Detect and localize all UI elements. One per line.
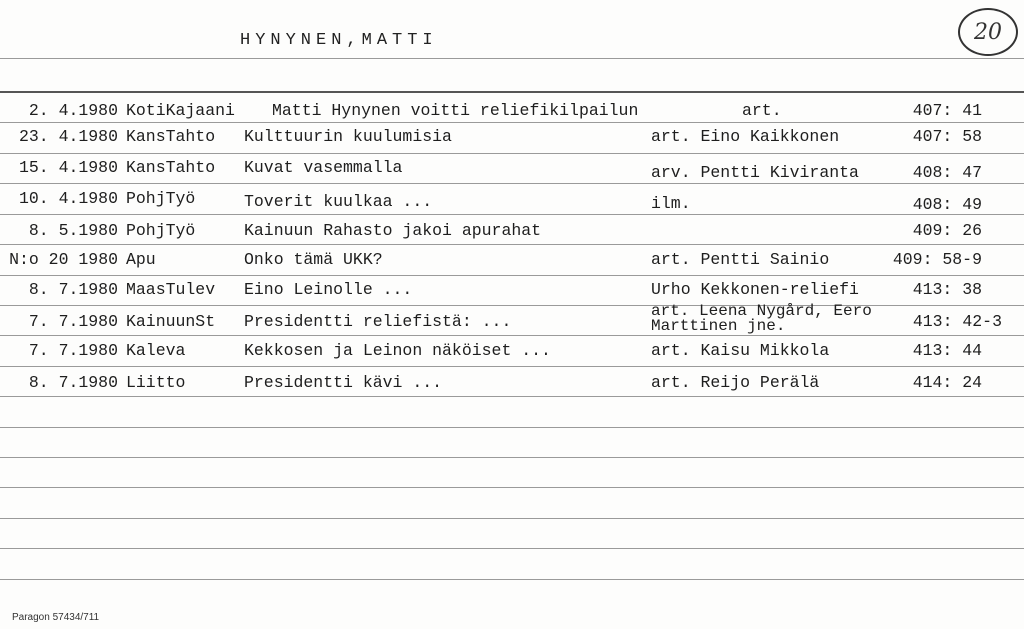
table-row <box>0 341 1024 372</box>
row-ref: 408: 47 <box>912 163 982 182</box>
row-title: Eino Leinolle ... <box>244 280 413 299</box>
row-ref: 413: 44 <box>912 341 982 360</box>
card-number-stamp: 20 <box>958 8 1018 56</box>
row-source: KotiKajaani <box>126 101 235 120</box>
row-date: 7. 7.1980 <box>28 312 118 331</box>
row-source: KansTahto <box>126 158 216 177</box>
table-row <box>0 250 1024 281</box>
row-author: Urho Kekkonen-reliefi <box>651 280 859 299</box>
row-ref: 414: 24 <box>912 373 982 392</box>
row-date: 8. 5.1980 <box>28 221 118 240</box>
row-ref: 409: 26 <box>912 221 982 240</box>
row-date: 23. 4.1980 <box>18 127 118 146</box>
row-author: art. Eino Kaikkonen <box>651 127 840 146</box>
row-source: Liitto <box>126 373 186 392</box>
rule-line <box>0 548 1024 549</box>
rule-line <box>0 58 1024 59</box>
row-source: MaasTulev <box>126 280 216 299</box>
table-row <box>0 221 1024 252</box>
row-title: Kainuun Rahasto jakoi apurahat <box>244 221 542 240</box>
row-date: 2. 4.1980 <box>28 101 118 120</box>
card-footer: Paragon 57434/711 <box>12 612 100 623</box>
row-date: 15. 4.1980 <box>18 158 118 177</box>
rule-line <box>0 518 1024 519</box>
rule-line <box>0 457 1024 458</box>
row-date: N:o 20 1980 <box>9 250 118 269</box>
row-date: 10. 4.1980 <box>18 189 118 208</box>
row-date: 8. 7.1980 <box>28 280 118 299</box>
rule-line <box>0 487 1024 488</box>
row-date: 7. 7.1980 <box>28 341 118 360</box>
row-ref: 408: 49 <box>912 195 982 214</box>
row-author: art. Kaisu Mikkola <box>651 341 830 360</box>
row-title: Kekkosen ja Leinon näköiset ... <box>244 341 551 360</box>
table-row <box>0 127 1024 158</box>
row-ref: 413: 38 <box>912 280 982 299</box>
rule-line <box>0 91 1024 93</box>
row-title: Toverit kuulkaa ... <box>244 192 433 211</box>
table-row <box>0 373 1024 404</box>
rule-line <box>0 579 1024 580</box>
row-ref: 407: 58 <box>912 127 982 146</box>
row-author: art. <box>742 101 782 120</box>
row-author: art. Reijo Perälä <box>651 373 820 392</box>
row-title: Onko tämä UKK? <box>244 250 383 269</box>
table-row <box>0 189 1024 220</box>
row-source: KainuunSt <box>126 312 216 331</box>
row-author: arv. Pentti Kiviranta <box>651 163 859 182</box>
row-title: Kuvat vasemmalla <box>244 158 403 177</box>
row-ref: 409: 58-9 <box>892 250 982 269</box>
row-title: Kulttuurin kuulumisia <box>244 127 452 146</box>
row-author: art. Pentti Sainio <box>651 250 830 269</box>
table-row <box>0 158 1024 189</box>
rule-line <box>0 427 1024 428</box>
row-source: KansTahto <box>126 127 216 146</box>
row-author: ilm. <box>651 194 691 213</box>
row-date: 8. 7.1980 <box>28 373 118 392</box>
row-ref: 407: 41 <box>912 101 982 120</box>
row-title: Presidentti reliefistä: ... <box>244 312 512 331</box>
row-author: art. Leena Nygård, Eero Marttinen jne. <box>651 302 872 335</box>
row-source: PohjTyö <box>126 221 196 240</box>
row-title: Matti Hynynen voitti reliefikilpailun <box>272 101 639 120</box>
row-ref: 413: 42-3 <box>912 312 1002 331</box>
card-title: HYNYNEN,MATTI <box>240 31 438 50</box>
table-row <box>0 302 1024 343</box>
row-source: PohjTyö <box>126 189 196 208</box>
row-title: Presidentti kävi ... <box>244 373 443 392</box>
row-source: Apu <box>126 250 156 269</box>
row-source: Kaleva <box>126 341 186 360</box>
